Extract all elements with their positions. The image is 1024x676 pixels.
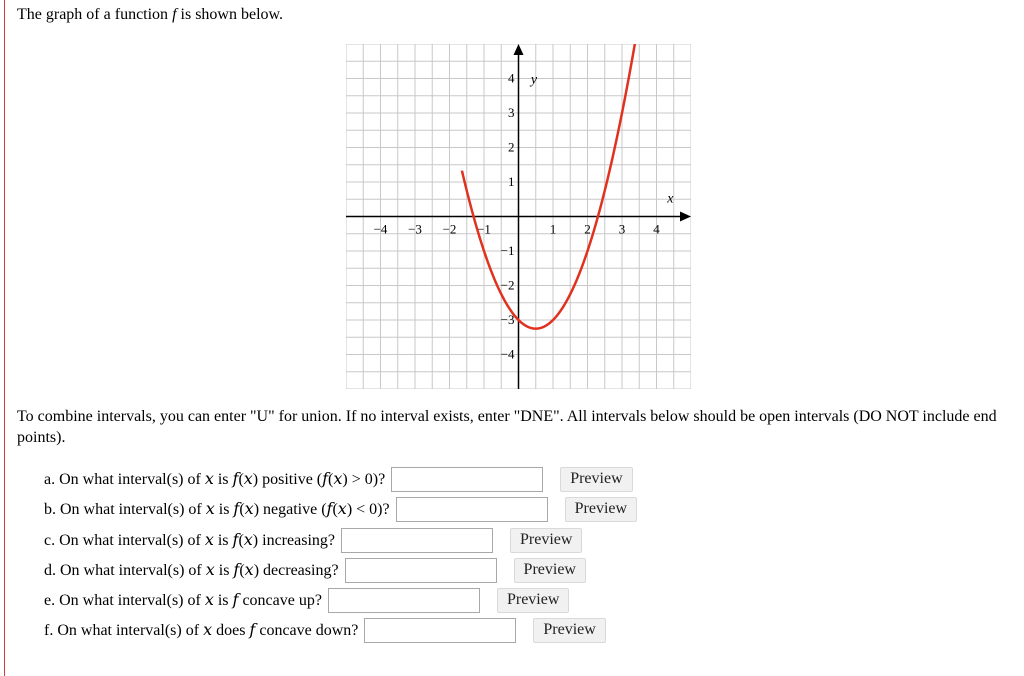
x-tick-label: −4	[373, 221, 388, 237]
question-e	[44, 587, 569, 613]
x-tick-label: −2	[442, 221, 457, 237]
y-tick-label: −2	[500, 277, 515, 293]
answer-c-input[interactable]	[341, 528, 493, 553]
intro-function-name: f	[172, 6, 177, 23]
x-axis-arrow	[680, 212, 691, 222]
intro-text	[17, 6, 283, 24]
x-tick-label: 2	[584, 221, 591, 237]
answer-e-input[interactable]	[328, 588, 480, 613]
x-tick-label: 3	[618, 221, 626, 237]
answer-b-input[interactable]	[396, 497, 548, 522]
question-c	[44, 527, 582, 553]
preview-b-button[interactable]: Preview	[565, 497, 637, 522]
question-a	[44, 466, 633, 492]
question-f	[44, 617, 606, 643]
y-tick-label: −4	[500, 346, 515, 362]
preview-f-button[interactable]: Preview	[533, 618, 605, 643]
x-tick-label: −3	[408, 221, 422, 237]
question-d-label: d. On what interval(s) of 𝑥 is 𝑓(𝑥) decreasing?	[44, 562, 339, 579]
y-axis-label: y	[530, 72, 538, 88]
answer-d-input[interactable]	[345, 558, 497, 583]
x-tick-label: 1	[549, 221, 557, 237]
y-axis-arrow	[514, 44, 524, 55]
y-tick-label: 3	[508, 105, 515, 120]
answer-f-input[interactable]	[364, 618, 516, 643]
question-e-label: e. On what interval(s) of 𝑥 is 𝑓 concave up?	[44, 592, 322, 609]
function-graph	[346, 44, 691, 389]
instructions-text: To combine intervals, you can enter "U" for union. If no interval exists, enter "DNE". All intervals below should be open intervals (DO NOT include end points).	[17, 408, 997, 446]
y-tick-label: −3	[500, 312, 515, 327]
x-axis-label: x	[667, 191, 674, 207]
question-c-label: c. On what interval(s) of 𝑥 is 𝑓(𝑥) increasing?	[44, 532, 335, 549]
preview-e-button[interactable]: Preview	[497, 588, 569, 613]
answer-a-input[interactable]	[391, 467, 543, 492]
preview-d-button[interactable]: Preview	[514, 558, 586, 583]
y-tick-label: 4	[508, 70, 515, 86]
preview-c-button[interactable]: Preview	[510, 528, 582, 553]
intro-prefix: The graph of a function	[17, 6, 169, 23]
left-border	[4, 0, 5, 676]
question-b	[44, 496, 637, 522]
x-tick-label: −1	[477, 221, 491, 237]
question-b-label: b. On what interval(s) of 𝑥 is 𝑓(𝑥) negative (𝑓(𝑥) < 0)?	[44, 501, 390, 518]
question-d	[44, 557, 586, 583]
question-f-label: f. On what interval(s) of 𝑥 does 𝑓 concave down?	[44, 622, 359, 639]
intro-suffix: is shown below.	[180, 6, 284, 23]
preview-a-button[interactable]: Preview	[560, 467, 632, 492]
y-tick-label: 1	[508, 174, 515, 189]
y-tick-label: 2	[508, 139, 515, 155]
x-tick-label: 4	[653, 221, 660, 237]
y-tick-label: −1	[500, 243, 515, 258]
question-a-label: a. On what interval(s) of 𝑥 is 𝑓(𝑥) positive (𝑓(𝑥) > 0)?	[44, 471, 386, 488]
